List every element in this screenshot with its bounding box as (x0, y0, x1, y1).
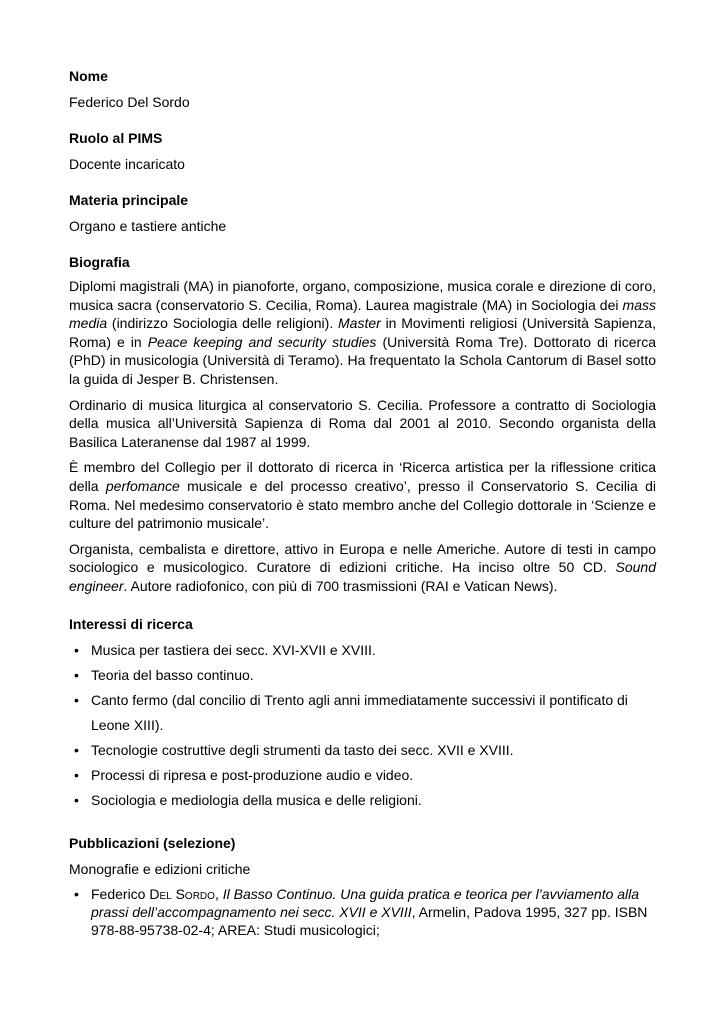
italic-text: mass media (69, 296, 656, 332)
bullet-icon: • (74, 885, 79, 902)
list-item-text: Teoria del basso continuo. (91, 666, 254, 683)
separator: , (214, 885, 223, 902)
field-label: Nome (69, 68, 108, 84)
list-item-text: Sociologia e mediologia della musica e delle religioni. (91, 791, 422, 808)
bio-paragraph (69, 540, 656, 596)
text-run: musicale e del processo creativo’, presso il Conservatorio S. Cecilia di Roma. Nel medesimo conservatorio è stato membro anche del Collegio dottorale in ‘Scienze e culture del patrimonio musicale’. (69, 477, 657, 532)
bullet-icon: • (74, 741, 79, 758)
bio-paragraph (69, 458, 656, 532)
list-item-text: Canto fermo (dal concilio di Trento agli anni immediatamente successivi il pontificato di Leone XIII). (91, 691, 628, 733)
subheading: Monografie e edizioni critiche (69, 860, 251, 877)
list-item-text: Musica per tastiera dei secc. XVI-XVII e XVIII. (91, 641, 376, 658)
field-label: Materia principale (69, 192, 189, 208)
italic-text: Sound engineer (69, 559, 656, 594)
list-item-text: Tecnologie costruttive degli strumenti da tasto dei secc. XVII e XVIII. (91, 741, 514, 758)
italic-text: Master (338, 315, 381, 332)
list-item (69, 663, 656, 688)
section-heading: Interessi di ricerca (69, 615, 193, 632)
section-interessi (69, 614, 656, 813)
section-heading: Biografia (69, 254, 130, 270)
bullet-icon: • (74, 691, 79, 708)
field-label: Ruolo al PIMS (69, 130, 163, 146)
italic-text: perfomance (105, 477, 180, 494)
publication-item (69, 885, 656, 940)
publication-title: Il Basso Continuo. Una guida pratica e teorica per l’avviamento alla prassi dell’accompagnamento nei secc. XVII e XVIII (91, 885, 640, 920)
field-nome (69, 66, 656, 112)
list-item-text: Processi di ripresa e post-produzione audio e video. (91, 766, 414, 783)
section-pubblicazioni (69, 833, 656, 940)
field-value: Docente incaricato (69, 156, 185, 172)
list-item (69, 738, 656, 763)
list-item (69, 763, 656, 788)
text-run: (Università Roma Tre). Dottorato di ricerca (PhD) in musicologia (Università di Teramo). Ha frequentato la Schola Cantorum di Basel sotto la guida di Jesper B. Christensen. (69, 333, 656, 387)
author-last-name: Del Sordo (149, 885, 215, 902)
list-item (69, 688, 656, 738)
bullet-icon: • (74, 766, 79, 783)
publication-details: , Armelin, Padova 1995, 327 pp. ISBN 978-88-95738-02-4; AREA: Studi musicologici; (91, 903, 648, 938)
field-value: Organo e tastiere antiche (69, 218, 227, 234)
bullet-icon: • (74, 641, 79, 658)
text-run: . Autore radiofonico, con più di 700 trasmissioni (RAI e Vatican News). (123, 577, 558, 594)
field-materia (69, 190, 656, 236)
bullet-icon: • (74, 791, 79, 808)
bio-paragraph (69, 277, 656, 389)
text-run: Diplomi magistrali (MA) in pianoforte, organo, composizione, musica corale e direzione di coro, musica sacra (conservatorio S. Cecilia, Roma). Laurea magistrale (MA) in Sociologia dei (69, 278, 656, 313)
bullet-icon: • (74, 666, 79, 683)
text-run: in Movimenti religiosi (Università Sapienza, Roma) e in (69, 315, 656, 350)
bio-paragraph: Ordinario di musica liturgica al conservatorio S. Cecilia. Professore a contratto di Sociologia della musica all’Università Sapienza di Roma dal 2001 al 2010. Secondo organista della Basilica Lateranense dal 1987 al 1999. (69, 396, 656, 450)
list-item (69, 788, 656, 813)
publication-list (69, 885, 656, 940)
text-run: Organista, cembalista e direttore, attivo in Europa e nelle Americhe. Autore di testi in campo sociologico e musicologico. Curatore di edizioni critiche. Ha inciso oltre 50 CD. (69, 540, 656, 576)
text-run: (indirizzo Sociologia delle religioni). (107, 315, 338, 332)
italic-text: Peace keeping and security studies (147, 333, 377, 350)
field-ruolo (69, 128, 656, 174)
section-biografia (69, 252, 656, 596)
list-item (69, 638, 656, 663)
text-run: È membro del Collegio per il dottorato di ricerca in ‘Ricerca artistica per la riflessione critica della (69, 459, 656, 494)
interest-list (69, 638, 656, 813)
section-heading: Pubblicazioni (selezione) (69, 834, 236, 851)
field-value: Federico Del Sordo (69, 94, 190, 110)
author-first-name: Federico (91, 885, 150, 902)
